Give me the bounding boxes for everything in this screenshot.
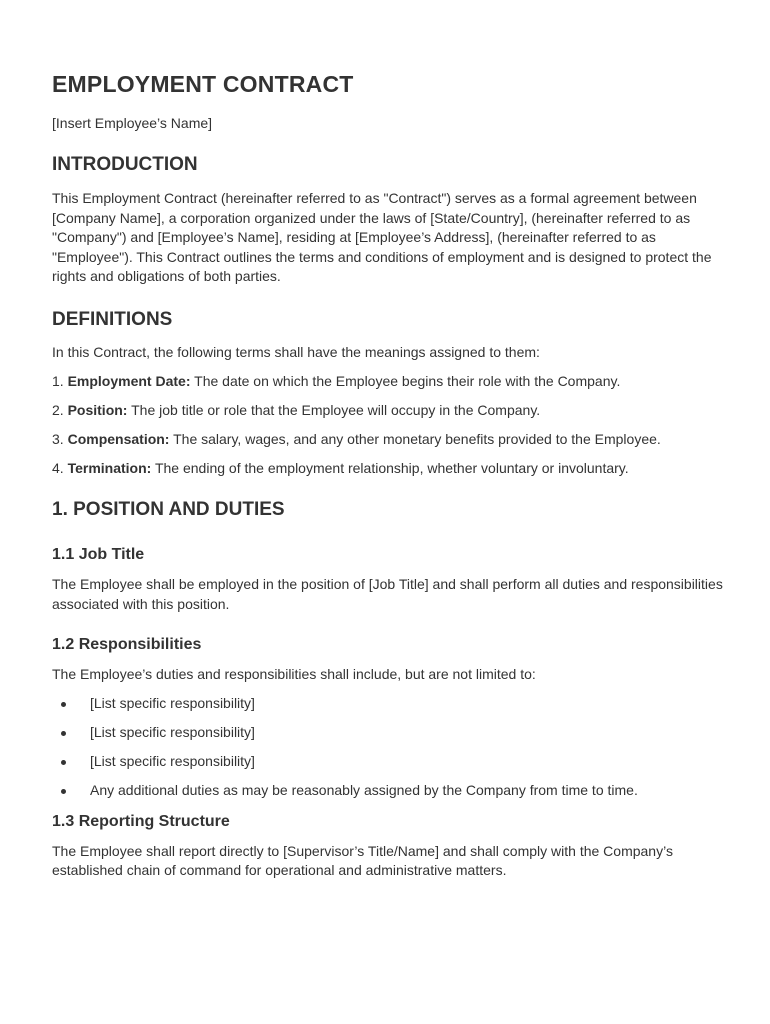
list-item [52, 752, 724, 772]
bullet-icon [61, 702, 66, 707]
definitions-lead: In this Contract, the following terms shall have the meanings assigned to them: [52, 343, 540, 360]
definition-text: The date on which the Employee begins their role with the Company. [194, 372, 621, 389]
definition-item [52, 372, 724, 392]
list-item-text: [List specific responsibility] [90, 753, 255, 769]
list-item [52, 723, 724, 743]
definition-text: The ending of the employment relationship, whether voluntary or involuntary. [154, 459, 629, 476]
list-item-text: [List specific responsibility] [90, 695, 255, 711]
list-item [52, 694, 724, 714]
employee-name-placeholder: [Insert Employee’s Name] [52, 115, 213, 131]
definition-number: 3. [52, 430, 64, 447]
job-title-body: The Employee shall be employed in the position of [Job Title] and shall perform all duties and responsibilities associated with this position. [52, 576, 723, 612]
list-item [52, 781, 724, 801]
introduction-body: This Employment Contract (hereinafter referred to as "Contract") serves as a formal agreement between [Company Name], a corporation organized under the laws of [State/Country], (hereinafter referred to as "Company") and [Employee’s Name], residing at [Employee’s Address], (hereinafter referred to as "Employee"). This Contract outlines the terms and conditions of employment and is designed to protect the rights and obligations of both parties. [52, 190, 712, 284]
definition-term: Termination: [67, 459, 152, 476]
definition-item [52, 401, 724, 421]
definition-term: Employment Date: [67, 372, 191, 389]
position-duties-heading: 1. POSITION AND DUTIES [52, 499, 285, 520]
document-page [52, 70, 724, 881]
responsibilities-list [52, 694, 724, 801]
definition-term: Compensation: [67, 430, 170, 447]
definition-item [52, 430, 724, 450]
reporting-structure-body: The Employee shall report directly to [Supervisor’s Title/Name] and shall comply with the Company’s established chain of command for operational and administrative matters. [52, 842, 673, 878]
job-title-heading: 1.1 Job Title [52, 546, 145, 563]
definition-number: 1. [52, 372, 64, 389]
responsibilities-heading: 1.2 Responsibilities [52, 636, 202, 653]
definition-text: The job title or role that the Employee will occupy in the Company. [131, 401, 541, 418]
document-title: EMPLOYMENT CONTRACT [52, 71, 354, 97]
definitions-heading: DEFINITIONS [52, 308, 173, 330]
definition-number: 2. [52, 401, 64, 418]
definition-text: The salary, wages, and any other monetary benefits provided to the Employee. [173, 430, 661, 447]
introduction-heading: INTRODUCTION [52, 154, 198, 175]
list-item-text: Any additional duties as may be reasonably assigned by the Company from time to time. [90, 782, 638, 798]
definition-item [52, 459, 724, 479]
bullet-icon [61, 789, 66, 794]
bullet-icon [61, 760, 66, 765]
reporting-structure-heading: 1.3 Reporting Structure [52, 812, 230, 830]
definition-number: 4. [52, 459, 64, 476]
responsibilities-lead: The Employee’s duties and responsibilities shall include, but are not limited to: [52, 666, 536, 682]
list-item-text: [List specific responsibility] [90, 724, 255, 740]
bullet-icon [61, 731, 66, 736]
definition-term: Position: [67, 401, 128, 418]
